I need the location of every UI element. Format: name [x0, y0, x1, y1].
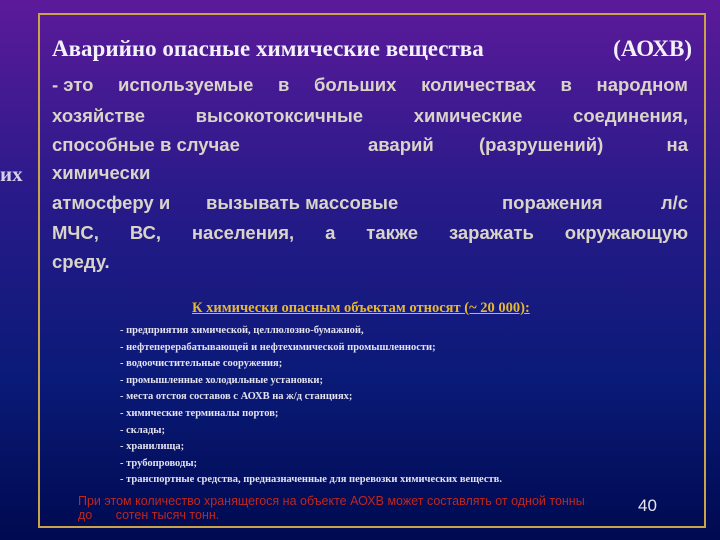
definition-line-6 — [52, 222, 688, 244]
definition-line-7 — [52, 251, 688, 273]
definition-word: атмосферу и — [52, 192, 171, 213]
title-text: Аварийно опасные химические вещества — [52, 36, 484, 61]
definition-word: а — [325, 222, 336, 243]
list-item: - предприятия химической, целлюлозно-бумажной, — [120, 325, 364, 336]
definition-word: МЧС, — [52, 222, 99, 243]
list-item: - трубопроводы; — [120, 457, 198, 469]
clipped-left-text: их — [0, 162, 23, 186]
definition-word: народном — [596, 74, 688, 95]
definition-line-5 — [52, 192, 688, 214]
definition-word: поражения — [502, 192, 603, 213]
title-abbreviation: (АОХВ) — [613, 36, 692, 61]
list-item: - склады; — [120, 424, 165, 436]
list-item: - водоочистительные сооружения; — [120, 358, 283, 370]
definition-word: соединения, — [573, 105, 688, 126]
definition-word: (разрушений) — [479, 134, 604, 155]
definition-line-3 — [52, 134, 688, 156]
objects-list — [120, 323, 502, 489]
definition-word: среду. — [52, 251, 110, 272]
list-item: - промышленные холодильные установки; — [120, 374, 323, 386]
footnote — [78, 494, 678, 522]
definition-word: аварий — [368, 134, 434, 155]
definition-word: химически — [52, 162, 151, 183]
definition-word: л/с — [660, 192, 688, 213]
list-item: - места отстоя составов с АОХВ на ж/д станциях; — [120, 391, 353, 403]
footnote-word: сотен тысяч тонн. — [115, 508, 220, 522]
definition-word: также — [366, 222, 419, 243]
definition-word: количествах — [421, 74, 536, 95]
list-item: - нефтеперерабатывающей и нефтехимической промышленности; — [120, 341, 436, 353]
definition-line-1 — [52, 74, 688, 96]
footnote-line-2 — [78, 508, 678, 522]
definition-word: в — [560, 74, 572, 95]
definition-word: хозяйстве — [52, 105, 146, 126]
page-number: 40 — [638, 496, 657, 515]
definition-word: химические — [413, 105, 523, 126]
slide-title — [52, 36, 692, 62]
definition-word: способные в случае — [52, 134, 240, 155]
list-item: - химические терминалы портов; — [120, 407, 279, 419]
definition-word: в — [278, 74, 290, 95]
definition-word: высокотоксичные — [195, 105, 364, 126]
definition-word: - это — [52, 74, 94, 95]
definition-word: на — [666, 134, 688, 155]
objects-heading: К химически опасным объектам относят (~ 20 000): — [192, 300, 530, 316]
definition-word: окружающую — [564, 222, 688, 243]
definition-line-4 — [52, 162, 688, 184]
definition-word: заражать — [448, 222, 534, 243]
definition-word: населения, — [191, 222, 295, 243]
definition-word: ВС, — [129, 222, 161, 243]
list-item: - хранилища; — [120, 441, 185, 453]
definition-word: используемые — [118, 74, 254, 95]
definition-word: больших — [314, 74, 397, 95]
footnote-line-1: При этом количество хранящегося на объекте АОХВ может составлять от одной тонны — [78, 494, 585, 508]
definition-line-2 — [52, 105, 688, 127]
list-item: - транспортные средства, предназначенные для перевозки химических веществ. — [120, 474, 502, 486]
definition-word: вызывать массовые — [206, 192, 399, 213]
footnote-word: до — [78, 508, 93, 522]
